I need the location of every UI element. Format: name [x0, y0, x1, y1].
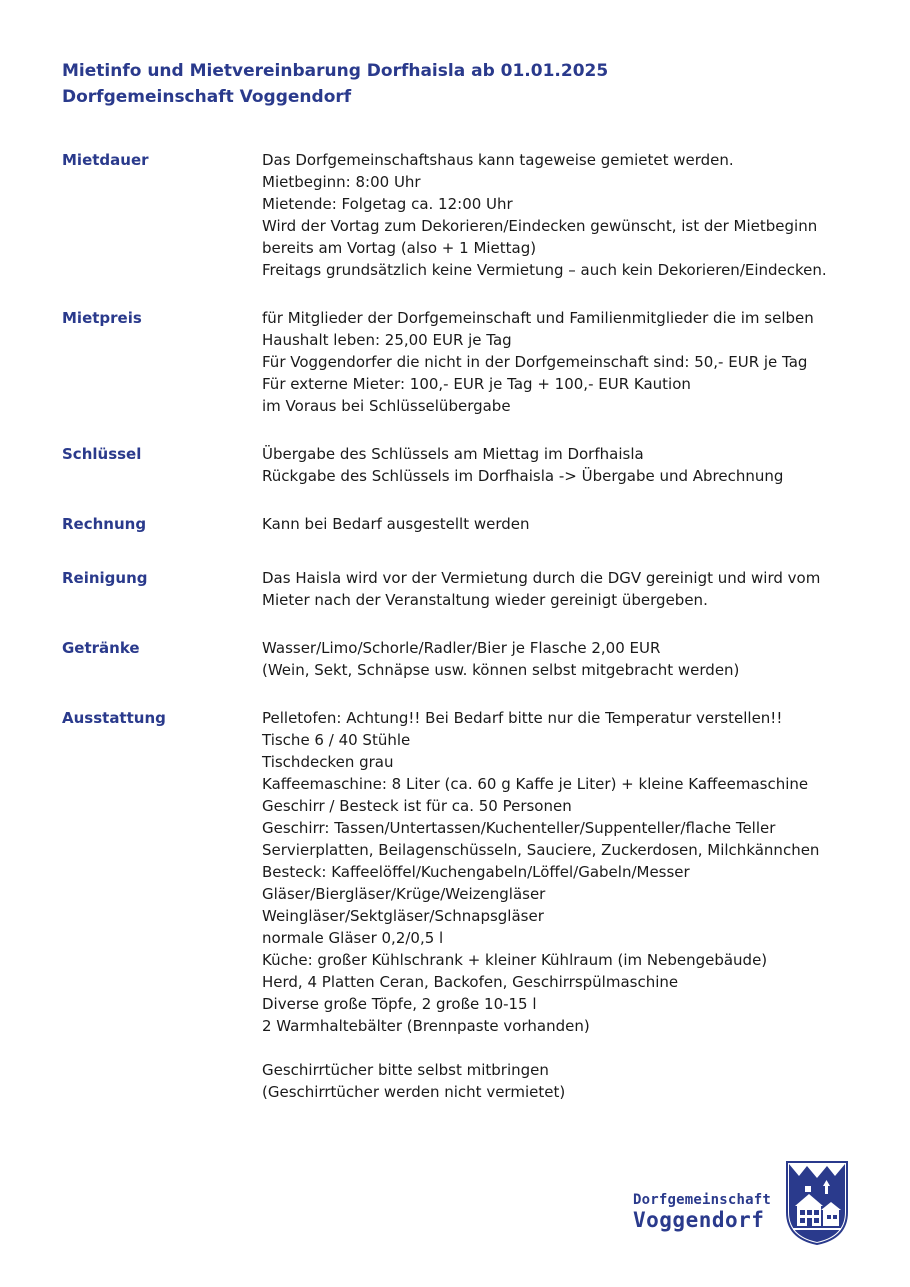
content-line: Kann bei Bedarf ausgestellt werden [262, 515, 530, 533]
content-line: Haushalt leben: 25,00 EUR je Tag [262, 331, 512, 349]
content-line: Das Dorfgemeinschaftshaus kann tageweise gemietet werden. [262, 151, 734, 169]
section-ausstattung [62, 707, 862, 1103]
section-label: Rechnung [62, 515, 147, 533]
section-getraenke [62, 637, 862, 681]
content-line: Geschirr / Besteck ist für ca. 50 Personen [262, 797, 572, 815]
section-content [262, 443, 862, 487]
content-line: Mieter nach der Veranstaltung wieder gereinigt übergeben. [262, 591, 708, 609]
content-line: Wird der Vortag zum Dekorieren/Eindecken gewünscht, ist der Mietbeginn [262, 217, 818, 235]
content-line: Gläser/Biergläser/Krüge/Weizengläser [262, 885, 546, 903]
content-line: normale Gläser 0,2/0,5 l [262, 929, 444, 947]
section-label: Getränke [62, 639, 140, 657]
document-header [62, 58, 608, 110]
section-content [262, 149, 862, 281]
content-line: Übergabe des Schlüssels am Miettag im Dorfhaisla [262, 445, 644, 463]
content-line: für Mitglieder der Dorfgemeinschaft und Familienmitglieder die im selben [262, 309, 814, 327]
content-line: Pelletofen: Achtung!! Bei Bedarf bitte nur die Temperatur verstellen!! [262, 709, 783, 727]
content-line: Mietbeginn: 8:00 Uhr [262, 173, 421, 191]
content-line: Weingläser/Sektgläser/Schnapsgläser [262, 907, 544, 925]
logo-name-line2: Voggendorf [633, 1208, 765, 1232]
content-line: Diverse große Töpfe, 2 große 10-15 l [262, 995, 537, 1013]
section-reinigung [62, 567, 862, 611]
content-line: (Geschirrtücher werden nicht vermietet) [262, 1083, 566, 1101]
section-label: Mietdauer [62, 151, 149, 169]
content-line: Mietende: Folgetag ca. 12:00 Uhr [262, 195, 513, 213]
content-line: Kaffeemaschine: 8 Liter (ca. 60 g Kaffe je Liter) + kleine Kaffeemaschine [262, 775, 809, 793]
section-mietpreis [62, 307, 862, 417]
content-line: Küche: großer Kühlschrank + kleiner Kühlraum (im Nebengebäude) [262, 951, 768, 969]
section-mietdauer [62, 149, 862, 281]
section-content [262, 307, 862, 417]
content-line: Für Voggendorfer die nicht in der Dorfgemeinschaft sind: 50,- EUR je Tag [262, 353, 808, 371]
document-subtitle: Dorfgemeinschaft Voggendorf [62, 87, 352, 107]
logo-name-line1: Dorfgemeinschaft [633, 1192, 772, 1208]
content-line: Rückgabe des Schlüssels im Dorfhaisla -> Übergabe und Abrechnung [262, 467, 784, 485]
document-title: Mietinfo und Mietvereinbarung Dorfhaisla ab 01.01.2025 [62, 61, 609, 81]
section-content [262, 567, 862, 611]
content-line: Geschirr: Tassen/Untertassen/Kuchenteller/Suppenteller/flache Teller [262, 819, 776, 837]
section-label: Reinigung [62, 569, 148, 587]
section-label: Ausstattung [62, 709, 166, 727]
content-line: Tische 6 / 40 Stühle [262, 731, 411, 749]
section-content [262, 513, 862, 535]
section-rechnung [62, 513, 862, 535]
section-content [262, 637, 862, 681]
content-line: Geschirrtücher bitte selbst mitbringen [262, 1061, 549, 1079]
content-line: Servierplatten, Beilagenschüsseln, Sauciere, Zuckerdosen, Milchkännchen [262, 841, 820, 859]
content-line: 2 Warmhaltebälter (Brennpaste vorhanden) [262, 1017, 590, 1035]
content-line: im Voraus bei Schlüsselübergabe [262, 397, 511, 415]
content-line: Herd, 4 Platten Ceran, Backofen, Geschirrspülmaschine [262, 973, 679, 991]
content-line: Das Haisla wird vor der Vermietung durch die DGV gereinigt und wird vom [262, 569, 821, 587]
section-schluessel [62, 443, 862, 487]
content-line: Freitags grundsätzlich keine Vermietung – auch kein Dekorieren/Eindecken. [262, 261, 827, 279]
section-content [262, 707, 862, 1103]
content-line: Tischdecken grau [262, 753, 394, 771]
content-line: Wasser/Limo/Schorle/Radler/Bier je Flasche 2,00 EUR [262, 639, 661, 657]
section-label: Mietpreis [62, 309, 142, 327]
info-sections [62, 149, 862, 1103]
content-spacer [262, 1037, 862, 1059]
content-line: Für externe Mieter: 100,- EUR je Tag + 100,- EUR Kaution [262, 375, 691, 393]
content-line: (Wein, Sekt, Schnäpse usw. können selbst mitgebracht werden) [262, 661, 740, 679]
village-crest-icon [785, 1160, 849, 1246]
organization-logo [633, 1160, 851, 1246]
content-line: bereits am Vortag (also + 1 Miettag) [262, 239, 537, 257]
logo-text [633, 1192, 771, 1232]
content-line: Besteck: Kaffeelöffel/Kuchengabeln/Löffel/Gabeln/Messer [262, 863, 690, 881]
section-label: Schlüssel [62, 445, 142, 463]
